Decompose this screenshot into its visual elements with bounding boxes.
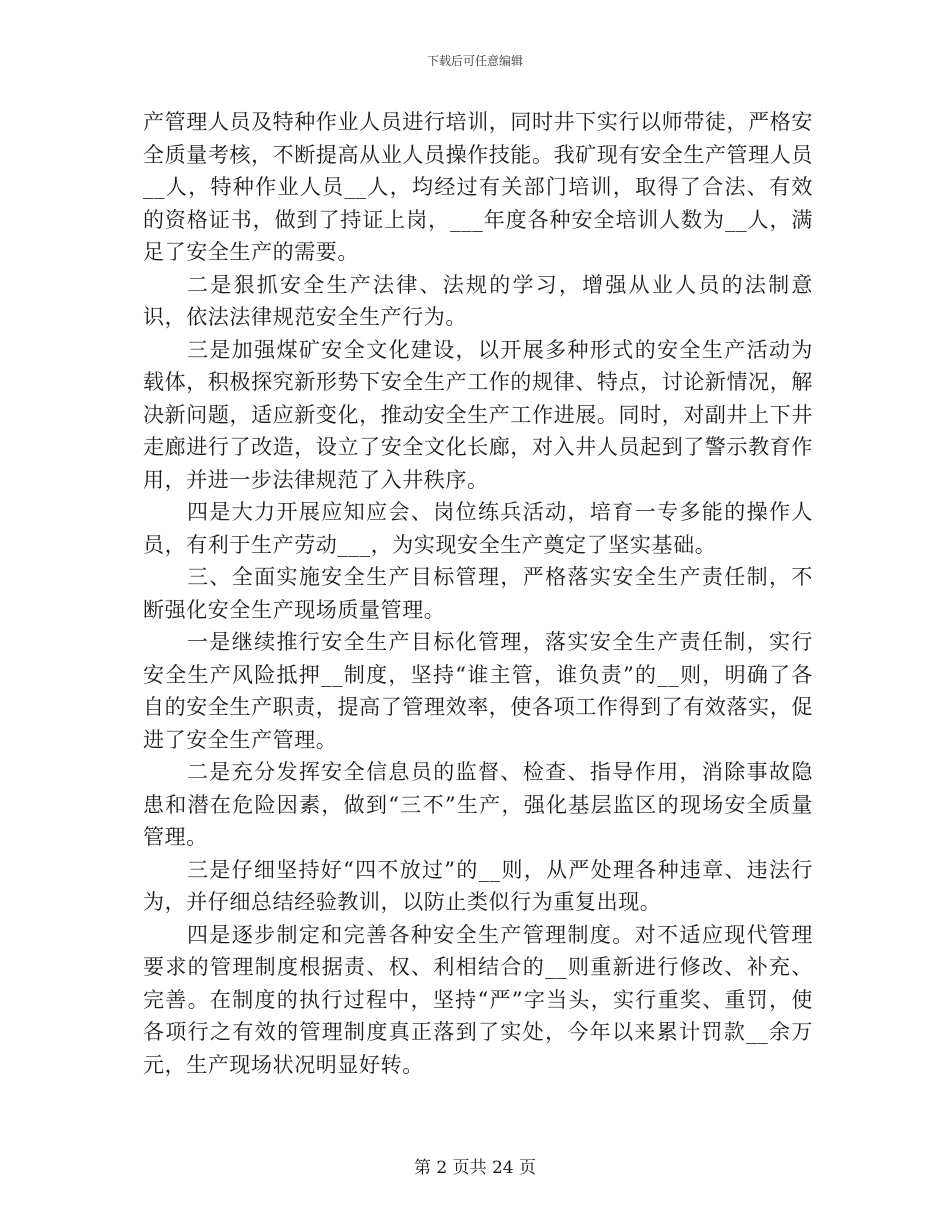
paragraph: 四是大力开展应知应会、岗位练兵活动，培育一专多能的操作人员，有利于生产劳动___，为实现安全生产奠定了坚实基础。 xyxy=(143,500,813,557)
page-number: 第 2 页共 24 页 xyxy=(413,1158,537,1178)
section-heading-paragraph: 三、全面实施安全生产目标管理，严格落实安全生产责任制，不断强化安全生产现场质量管理。 xyxy=(143,565,813,622)
paragraph: 四是逐步制定和完善各种安全生产管理制度。对不适应现代管理要求的管理制度根据责、权、利相结合的__则重新进行修改、补充、完善。在制度的执行过程中，坚持“严”字当头，实行重奖、重罚，使各项行之有效的管理制度真正落到了实处，今年以来累计罚款__余万元，生产现场状况明显好转。 xyxy=(143,922,813,1077)
paragraph: 二是充分发挥安全信息员的监督、检查、指导作用，消除事故隐患和潜在危险因素，做到“三不”生产，强化基层监区的现场安全质量管理。 xyxy=(143,760,813,849)
paragraph: 三是加强煤矿安全文化建设，以开展多种形式的安全生产活动为载体，积极探究新形势下安全生产工作的规律、特点，讨论新情况，解决新问题，适应新变化，推动安全生产工作进展。同时，对副井上下井走廊进行了改造，设立了安全文化长廊，对入井人员起到了警示教育作用，并进一步法律规范了入井秩序。 xyxy=(143,337,813,492)
paragraph: 二是狠抓安全生产法律、法规的学习，增强从业人员的法制意识，依法法律规范安全生产行为。 xyxy=(143,272,813,329)
document-body xyxy=(143,106,813,1081)
paragraph: 三是仔细坚持好“四不放过”的__则，从严处理各种违章、违法行为，并仔细总结经验教训，以防止类似行为重复出现。 xyxy=(143,857,813,914)
page-header-note: 下载后可任意编辑 xyxy=(426,54,523,68)
paragraph: 一是继续推行安全生产目标化管理，落实安全生产责任制，实行安全生产风险抵押__制度，坚持“谁主管，谁负责”的__则，明确了各自的安全生产职责，提高了管理效率，使各项工作得到了有效落实，促进了安全生产管理。 xyxy=(143,630,813,752)
paragraph-continuation: 产管理人员及特种作业人员进行培训，同时井下实行以师带徒，严格安全质量考核，不断提高从业人员操作技能。我矿现有安全生产管理人员__人，特种作业人员__人，均经过有关部门培训，取得了合法、有效的资格证书，做到了持证上岗，___年度各种安全培训人数为__人，满足了安全生产的需要。 xyxy=(143,110,813,264)
